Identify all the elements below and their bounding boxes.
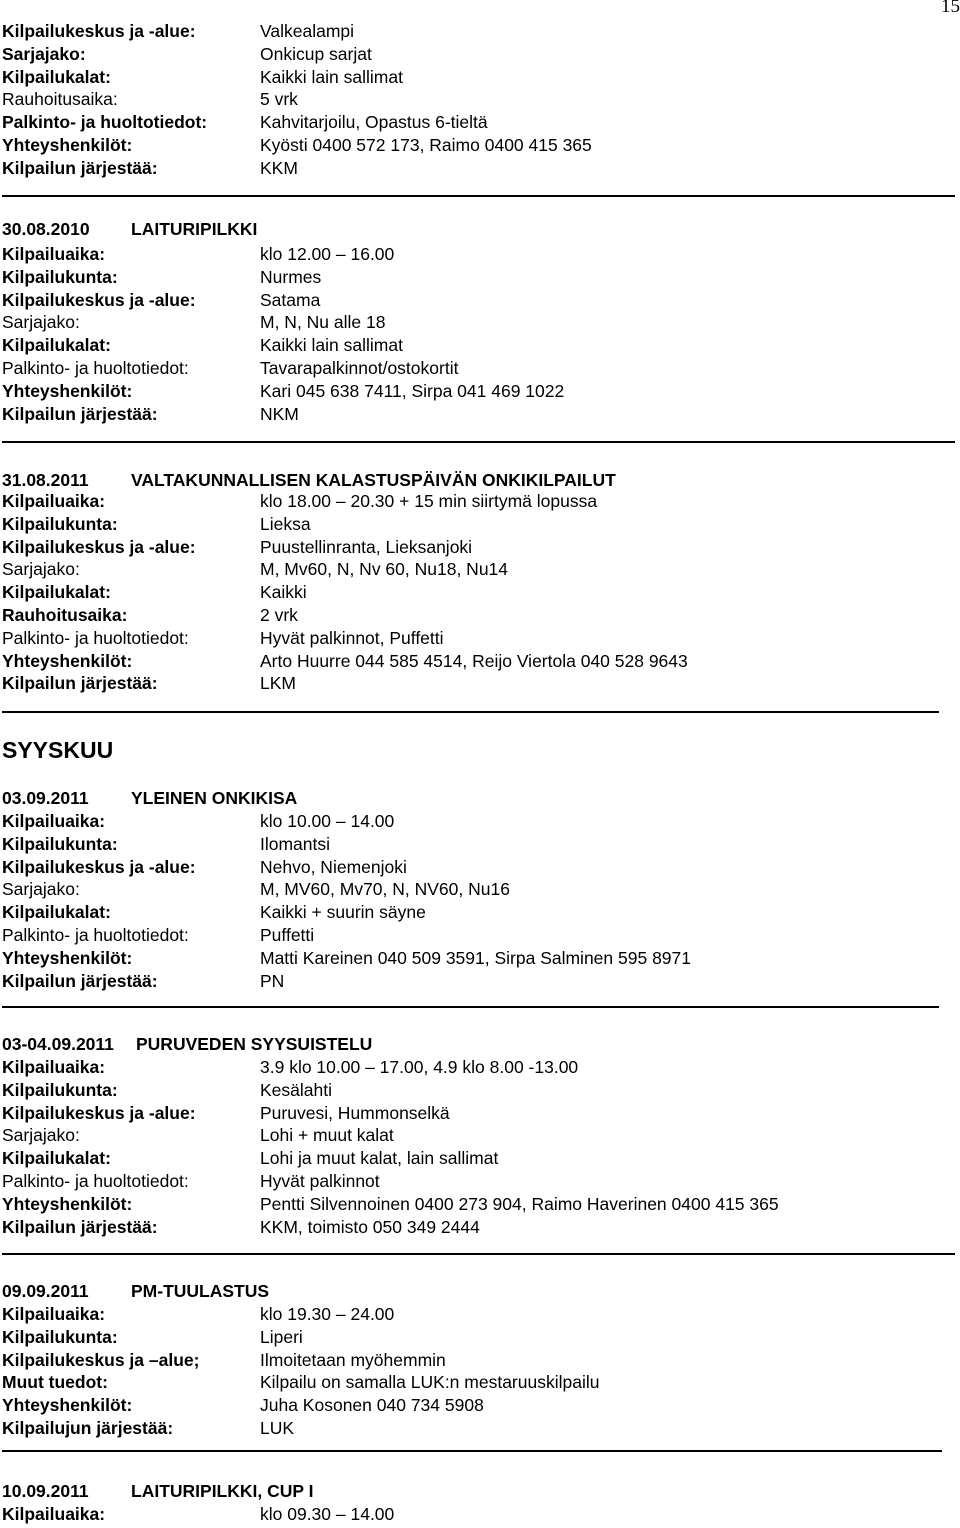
info-value: 3.9 klo 10.00 – 17.00, 4.9 klo 8.00 -13.00 (260, 1057, 579, 1077)
event-name: VALTAKUNNALLISEN KALASTUSPÄIVÄN ONKIKILPAILUT (131, 470, 616, 490)
info-label: Kilpailukeskus ja -alue: (2, 289, 196, 310)
info-label: Kilpailuaika: (2, 244, 106, 264)
info-value: Matti Kareinen 040 509 3591, Sirpa Salminen 595 8971 (260, 947, 691, 968)
info-value: Hyvät palkinnot (260, 1171, 380, 1191)
section-divider (2, 1253, 955, 1255)
info-value: Valkealampi (260, 21, 355, 41)
info-label: Kilpailukeskus ja -alue: (2, 536, 196, 557)
info-label: Kilpailukunta: (2, 1079, 118, 1100)
info-label: Kilpailun järjestää: (2, 1216, 158, 1237)
event-date: 10.09.2011 (2, 1481, 89, 1501)
info-label: Kilpailuaika: (2, 1057, 106, 1077)
info-row (0, 490, 960, 513)
event-name: PM-TUULASTUS (131, 1281, 270, 1301)
info-value: Kahvitarjoilu, Opastus 6-tieltä (260, 112, 488, 133)
info-row (0, 1371, 960, 1394)
info-value: Kesälahti (260, 1079, 332, 1100)
info-value: Puruvesi, Hummonselkä (260, 1102, 450, 1123)
info-row (0, 970, 960, 993)
info-row (0, 266, 960, 289)
info-label: Yhteyshenkilöt: (2, 1193, 133, 1214)
info-row (0, 604, 960, 627)
info-label: Kilpailukeskus ja -alue: (2, 1102, 196, 1123)
info-label: Kilpailun järjestää: (2, 673, 158, 694)
info-label: Kilpailukeskus ja -alue: (2, 21, 196, 41)
info-row (0, 1394, 960, 1417)
info-value: Puffetti (260, 925, 315, 945)
section-divider (2, 441, 955, 443)
info-row (0, 1326, 960, 1349)
info-row (0, 901, 960, 924)
info-value: Kyösti 0400 572 173, Raimo 0400 415 365 (260, 135, 592, 155)
info-row (0, 1193, 960, 1216)
info-label: Yhteyshenkilöt: (2, 380, 133, 401)
info-value: PN (260, 970, 285, 991)
info-label: Palkinto- ja huoltotiedot: (2, 627, 189, 648)
info-label: Sarjajako: (2, 1125, 80, 1146)
info-row (0, 243, 960, 266)
info-label: Kilpailun järjestää: (2, 157, 158, 178)
event-date: 09.09.2011 (2, 1281, 89, 1301)
info-label: Kilpailukalat: (2, 1148, 111, 1169)
info-row (0, 1216, 960, 1239)
event-name: LAITURIPILKKI, CUP I (131, 1481, 314, 1501)
info-value: KKM, toimisto 050 349 2444 (260, 1216, 480, 1237)
event-title (0, 1033, 960, 1056)
info-label: Palkinto- ja huoltotiedot: (2, 925, 189, 945)
info-value: klo 09.30 – 14.00 (260, 1504, 395, 1524)
event-title (0, 469, 960, 492)
info-value: M, MV60, Mv70, N, NV60, Nu16 (260, 879, 510, 900)
info-value: Lohi ja muut kalat, lain sallimat (260, 1148, 499, 1169)
info-value: Kilpailu on samalla LUK:n mestaruuskilpailu (260, 1372, 600, 1393)
info-value: klo 18.00 – 20.30 + 15 min siirtymä lopussa (260, 491, 598, 511)
info-row (0, 947, 960, 970)
event-name: LAITURIPILKKI (131, 219, 258, 239)
info-label: Kilpailun järjestää: (2, 403, 158, 424)
info-row (0, 289, 960, 312)
info-value: Kaikki lain sallimat (260, 66, 403, 87)
info-row (0, 1170, 960, 1193)
info-row (0, 1056, 960, 1079)
info-row (0, 627, 960, 650)
info-row (0, 1147, 960, 1170)
info-row (0, 810, 960, 833)
info-label: Kilpailukalat: (2, 902, 111, 923)
info-row (0, 88, 960, 111)
info-row (0, 357, 960, 380)
info-value: Ilomantsi (260, 833, 331, 854)
info-label: Kilpailukeskus ja –alue; (2, 1349, 200, 1370)
info-value: Lieksa (260, 513, 311, 534)
info-label: Kilpailujun järjestää: (2, 1418, 174, 1438)
page-number: 15 (941, 0, 960, 17)
info-label: Kilpailuaika: (2, 1504, 106, 1524)
event-title (0, 1280, 960, 1303)
info-value: Pentti Silvennoinen 0400 273 904, Raimo Haverinen 0400 415 365 (260, 1193, 779, 1214)
section-divider (2, 195, 955, 197)
info-value: Hyvät palkinnot, Puffetti (260, 627, 444, 648)
info-value: Nurmes (260, 266, 322, 287)
info-label: Sarjajako: (2, 879, 80, 900)
info-label: Muut tuedot: (2, 1372, 108, 1393)
info-row (0, 650, 960, 673)
info-value: M, Mv60, N, Nv 60, Nu18, Nu14 (260, 559, 509, 580)
info-value: 2 vrk (260, 605, 298, 625)
info-label: Yhteyshenkilöt: (2, 650, 133, 671)
info-row (0, 1124, 960, 1147)
info-label: Sarjajako: (2, 43, 86, 64)
info-value: Kaikki + suurin säyne (260, 902, 426, 923)
info-row (0, 1417, 960, 1440)
info-row (0, 856, 960, 879)
info-value: LUK (260, 1418, 295, 1438)
month-heading: SYYSKUU (2, 737, 114, 763)
info-label: Kilpailuaika: (2, 491, 106, 511)
info-row (0, 1102, 960, 1125)
info-value: klo 12.00 – 16.00 (260, 244, 395, 264)
info-row (0, 558, 960, 581)
event-title (0, 787, 960, 810)
event-date: 03-04.09.2011 (2, 1034, 114, 1054)
info-row (0, 311, 960, 334)
event-name: YLEINEN ONKIKISA (131, 788, 298, 808)
info-row (0, 1349, 960, 1372)
info-label: Kilpailukunta: (2, 1326, 118, 1347)
info-row (0, 1079, 960, 1102)
info-row (0, 1503, 960, 1526)
info-label: Rauhoitusaika: (2, 89, 118, 110)
info-label: Sarjajako: (2, 312, 80, 333)
info-value: Liperi (260, 1326, 303, 1347)
info-value: Puustellinranta, Lieksanjoki (260, 536, 473, 557)
info-row (0, 513, 960, 536)
event-date: 30.08.2010 (2, 219, 90, 239)
info-value: Nehvo, Niemenjoki (260, 856, 407, 877)
event-date: 31.08.2011 (2, 470, 89, 490)
info-label: Yhteyshenkilöt: (2, 947, 133, 968)
info-label: Kilpailukeskus ja -alue: (2, 856, 196, 877)
info-value: Onkicup sarjat (260, 43, 372, 64)
info-label: Sarjajako: (2, 559, 80, 580)
info-label: Kilpailukunta: (2, 266, 118, 287)
info-value: M, N, Nu alle 18 (260, 312, 386, 333)
info-value: LKM (260, 673, 296, 694)
info-row (0, 157, 960, 180)
info-row (0, 878, 960, 901)
event-date: 03.09.2011 (2, 788, 89, 808)
info-value: Juha Kosonen 040 734 5908 (260, 1395, 484, 1416)
info-row (0, 1303, 960, 1326)
event-title (0, 1480, 960, 1503)
event-title (0, 218, 960, 241)
info-row (0, 833, 960, 856)
info-value: Kaikki (260, 582, 307, 603)
info-row (0, 924, 960, 947)
info-label: Yhteyshenkilöt: (2, 1395, 133, 1416)
info-label: Kilpailukalat: (2, 582, 111, 603)
info-label: Kilpailukalat: (2, 66, 111, 87)
info-row (0, 66, 960, 89)
info-row (0, 672, 960, 695)
info-row (0, 334, 960, 357)
info-value: Kari 045 638 7411, Sirpa 041 469 1022 (260, 380, 565, 401)
info-value: 5 vrk (260, 89, 298, 110)
info-label: Kilpailukunta: (2, 833, 118, 854)
section-divider (2, 1006, 939, 1008)
info-value: Satama (260, 289, 321, 310)
info-value: Kaikki lain sallimat (260, 335, 403, 356)
info-row (0, 134, 960, 157)
info-row (0, 536, 960, 559)
info-value: klo 10.00 – 14.00 (260, 811, 395, 831)
event-name: PURUVEDEN SYYSUISTELU (136, 1034, 373, 1054)
info-label: Kilpailun järjestää: (2, 970, 158, 991)
info-value: Lohi + muut kalat (260, 1125, 394, 1146)
info-label: Kilpailukunta: (2, 513, 118, 534)
info-value: Tavarapalkinnot/ostokortit (260, 358, 459, 378)
info-value: Arto Huurre 044 585 4514, Reijo Viertola 040 528 9643 (260, 650, 688, 671)
info-label: Kilpailuaika: (2, 811, 106, 831)
info-row (0, 403, 960, 426)
info-row (0, 111, 960, 134)
info-label: Palkinto- ja huoltotiedot: (2, 112, 208, 133)
info-label: Palkinto- ja huoltotiedot: (2, 358, 189, 378)
info-value: NKM (260, 403, 299, 424)
info-row (0, 43, 960, 66)
info-row (0, 20, 960, 43)
info-row (0, 380, 960, 403)
info-label: Rauhoitusaika: (2, 605, 128, 625)
info-row (0, 581, 960, 604)
info-label: Kilpailuaika: (2, 1304, 106, 1324)
info-value: klo 19.30 – 24.00 (260, 1304, 395, 1324)
info-label: Palkinto- ja huoltotiedot: (2, 1171, 189, 1191)
section-divider (2, 1450, 942, 1452)
info-label: Kilpailukalat: (2, 335, 111, 356)
info-value: KKM (260, 157, 298, 178)
info-value: Ilmoitetaan myöhemmin (260, 1349, 446, 1370)
section-divider (2, 711, 939, 713)
info-label: Yhteyshenkilöt: (2, 135, 133, 155)
